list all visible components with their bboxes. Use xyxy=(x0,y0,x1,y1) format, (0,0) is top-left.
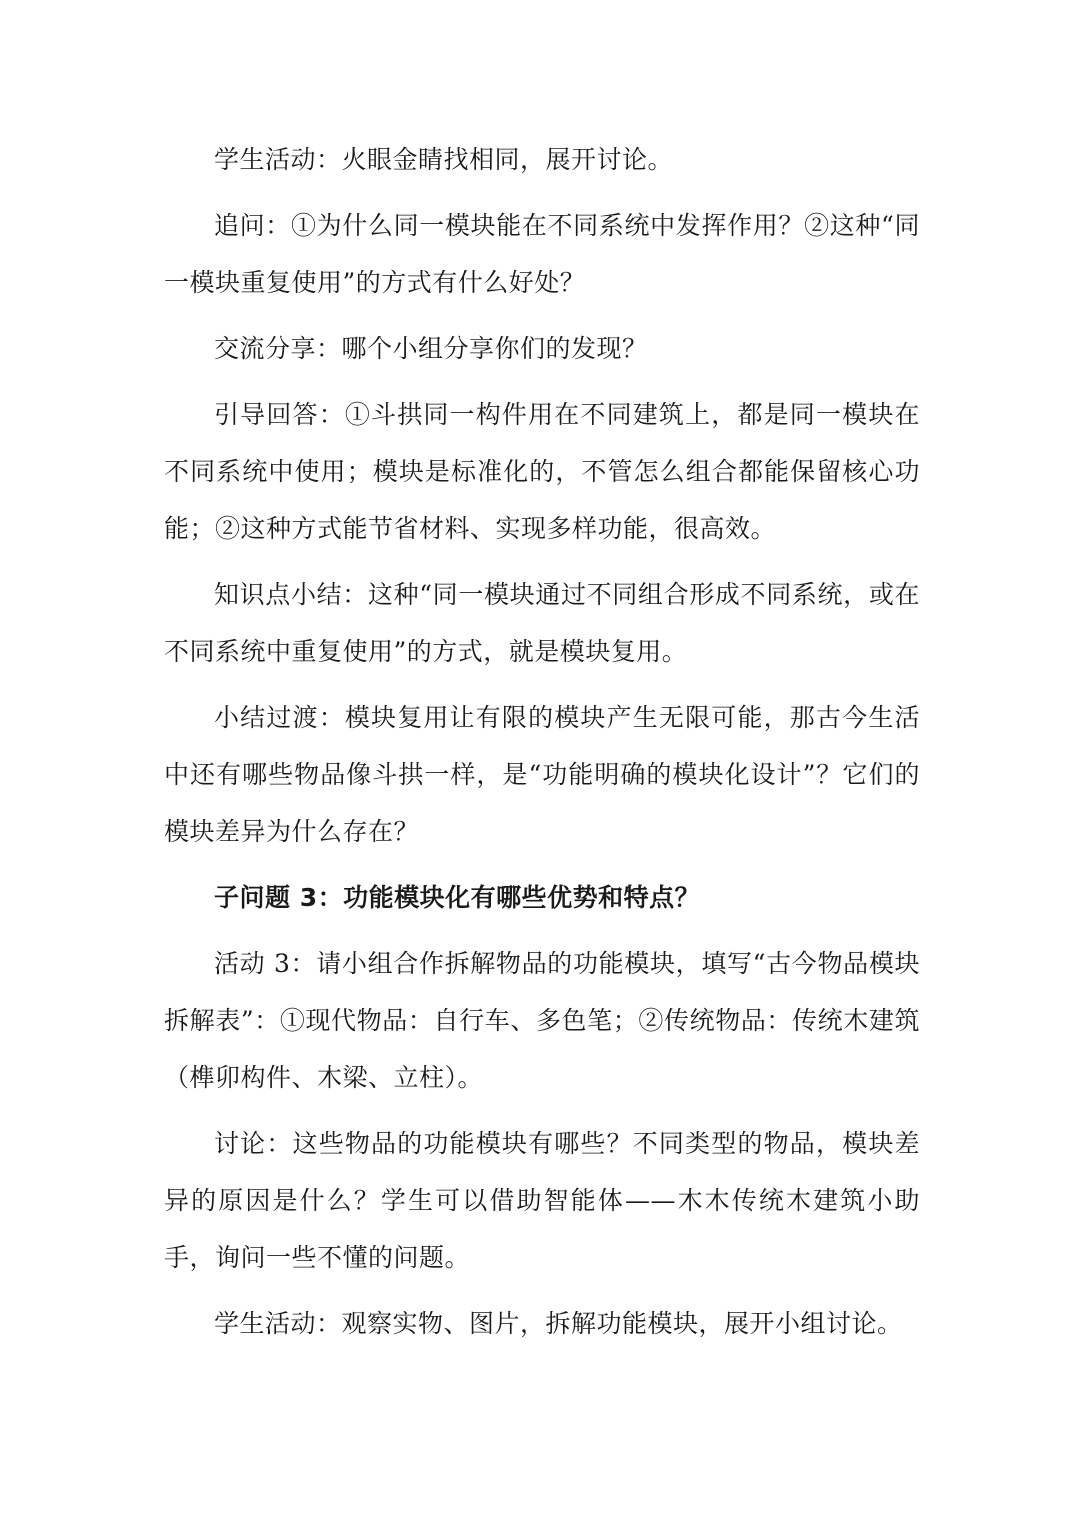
paragraph-knowledge-summary: 知识点小结：这种“同一模块通过不同组合形成不同系统，或在不同系统中重复使用”的方式，就是模块复用。 xyxy=(164,580,920,666)
document-body xyxy=(164,131,920,1361)
paragraph-guided-answer: 引导回答：①斗拱同一构件用在不同建筑上，都是同一模块在不同系统中使用；模块是标准化的，不管怎么组合都能保留核心功能；②这种方式能节省材料、实现多样功能，很高效。 xyxy=(164,400,920,543)
paragraph-student-activity-2: 学生活动：观察实物、图片，拆解功能模块，展开小组讨论。 xyxy=(214,1309,903,1338)
paragraph-activity-3: 活动 3：请小组合作拆解物品的功能模块，填写“古今物品模块拆解表”：①现代物品：自行车、多色笔；②传统物品：传统木建筑（榫卯构件、木梁、立柱）。 xyxy=(164,949,920,1092)
paragraph-discussion: 讨论：这些物品的功能模块有哪些？不同类型的物品，模块差异的原因是什么？学生可以借助智能体——木木传统木建筑小助手，询问一些不懂的问题。 xyxy=(164,1129,920,1272)
paragraph-follow-up-question: 追问：①为什么同一模块能在不同系统中发挥作用？②这种“同一模块重复使用”的方式有什么好处？ xyxy=(164,211,920,297)
paragraph-student-activity-1: 学生活动：火眼金睛找相同，展开讨论。 xyxy=(214,145,674,174)
paragraph-summary-transition: 小结过渡：模块复用让有限的模块产生无限可能，那古今生活中还有哪些物品像斗拱一样，是“功能明确的模块化设计”？它们的模块差异为什么存在？ xyxy=(164,703,920,846)
sub-question-heading: 子问题 3：功能模块化有哪些优势和特点？ xyxy=(214,883,701,912)
paragraph-exchange-share: 交流分享：哪个小组分享你们的发现？ xyxy=(214,334,648,363)
